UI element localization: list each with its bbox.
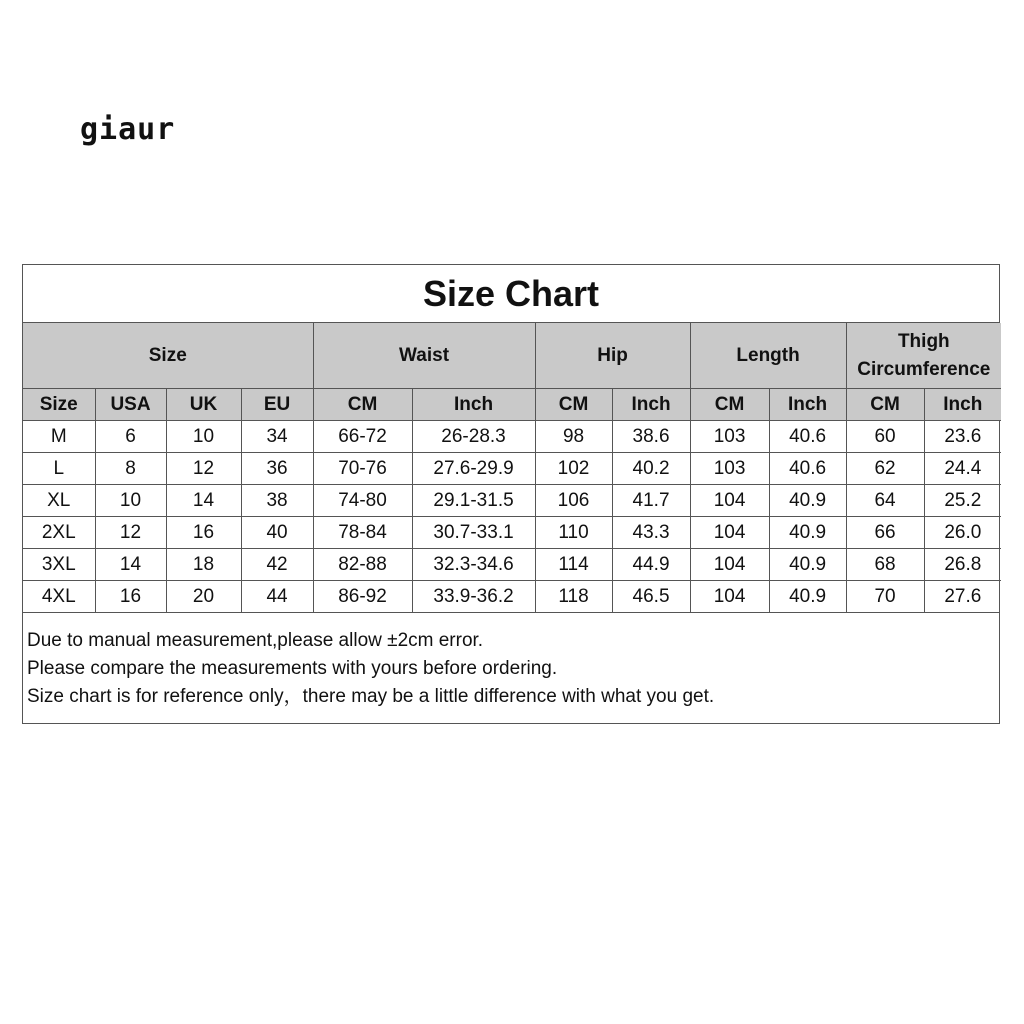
note-line: Please compare the measurements with yours before ordering. xyxy=(27,658,558,679)
table-cell: L xyxy=(23,453,95,485)
table-cell: 38.6 xyxy=(612,421,690,453)
table-cell: 20 xyxy=(166,581,241,613)
table-row xyxy=(23,517,1001,549)
sub-header-cell: CM xyxy=(535,389,612,421)
table-cell: 62 xyxy=(846,453,924,485)
table-cell: 26.0 xyxy=(924,517,1001,549)
table-cell: 114 xyxy=(535,549,612,581)
sub-header-cell: CM xyxy=(690,389,769,421)
table-cell: 44.9 xyxy=(612,549,690,581)
sub-header-cell: USA xyxy=(95,389,166,421)
table-cell: 70-76 xyxy=(313,453,412,485)
note-line: Due to manual measurement,please allow ±2cm error. xyxy=(27,630,484,651)
size-chart xyxy=(22,264,1000,724)
group-header-thigh: Thigh Circumference xyxy=(846,323,1001,389)
table-cell: 25.2 xyxy=(924,485,1001,517)
sub-header-cell: Inch xyxy=(412,389,535,421)
table-cell: 60 xyxy=(846,421,924,453)
table-cell: 68 xyxy=(846,549,924,581)
table-cell: 103 xyxy=(690,421,769,453)
notes xyxy=(23,612,999,723)
table-cell: 38 xyxy=(241,485,313,517)
table-cell: 16 xyxy=(166,517,241,549)
table-cell: 40.6 xyxy=(769,421,846,453)
table-cell: 74-80 xyxy=(313,485,412,517)
table-cell: 110 xyxy=(535,517,612,549)
group-header-waist: Waist xyxy=(313,323,535,389)
sub-header-cell: Inch xyxy=(924,389,1001,421)
table-cell: 64 xyxy=(846,485,924,517)
group-header-row xyxy=(23,323,1001,389)
table-cell: 40.9 xyxy=(769,517,846,549)
table-cell: 78-84 xyxy=(313,517,412,549)
table-body xyxy=(23,421,1001,613)
table-cell: 6 xyxy=(95,421,166,453)
sub-header-cell: CM xyxy=(846,389,924,421)
table-cell: 34 xyxy=(241,421,313,453)
table-cell: 29.1-31.5 xyxy=(412,485,535,517)
table-cell: 30.7-33.1 xyxy=(412,517,535,549)
table-cell: 4XL xyxy=(23,581,95,613)
sub-header-row xyxy=(23,389,1001,421)
sub-header-cell: Inch xyxy=(612,389,690,421)
table-cell: 43.3 xyxy=(612,517,690,549)
table-cell: 46.5 xyxy=(612,581,690,613)
table-cell: 40.9 xyxy=(769,485,846,517)
table-cell: 2XL xyxy=(23,517,95,549)
sub-header-cell: CM xyxy=(313,389,412,421)
table-cell: 36 xyxy=(241,453,313,485)
table-cell: 12 xyxy=(95,517,166,549)
table-cell: 104 xyxy=(690,581,769,613)
table-cell: 10 xyxy=(95,485,166,517)
table-cell: 40.6 xyxy=(769,453,846,485)
table-cell: 40.9 xyxy=(769,581,846,613)
table-cell: 42 xyxy=(241,549,313,581)
table-cell: 3XL xyxy=(23,549,95,581)
table-cell: 18 xyxy=(166,549,241,581)
table-cell: 40 xyxy=(241,517,313,549)
table-cell: 14 xyxy=(166,485,241,517)
table-cell: 8 xyxy=(95,453,166,485)
table-cell: 104 xyxy=(690,485,769,517)
table-cell: 82-88 xyxy=(313,549,412,581)
table-cell: 41.7 xyxy=(612,485,690,517)
table-cell: 40.2 xyxy=(612,453,690,485)
table-cell: 103 xyxy=(690,453,769,485)
table-row xyxy=(23,485,1001,517)
table-row xyxy=(23,549,1001,581)
chart-title: Size Chart xyxy=(23,265,999,323)
table-cell: 32.3-34.6 xyxy=(412,549,535,581)
table-cell: 102 xyxy=(535,453,612,485)
table-cell: 12 xyxy=(166,453,241,485)
group-header-length: Length xyxy=(690,323,846,389)
table-cell: 106 xyxy=(535,485,612,517)
sub-header-cell: UK xyxy=(166,389,241,421)
table-cell: 40.9 xyxy=(769,549,846,581)
table-cell: 44 xyxy=(241,581,313,613)
sub-header-cell: Inch xyxy=(769,389,846,421)
table-cell: 16 xyxy=(95,581,166,613)
size-table xyxy=(23,323,1001,612)
table-row xyxy=(23,581,1001,613)
table-cell: 33.9-36.2 xyxy=(412,581,535,613)
table-cell: 66 xyxy=(846,517,924,549)
table-cell: 10 xyxy=(166,421,241,453)
table-cell: 86-92 xyxy=(313,581,412,613)
sub-header-cell: Size xyxy=(23,389,95,421)
table-cell: 104 xyxy=(690,549,769,581)
table-cell: 23.6 xyxy=(924,421,1001,453)
sub-header-cell: EU xyxy=(241,389,313,421)
table-cell: 118 xyxy=(535,581,612,613)
group-header-hip: Hip xyxy=(535,323,690,389)
table-row xyxy=(23,421,1001,453)
table-cell: 104 xyxy=(690,517,769,549)
table-cell: 98 xyxy=(535,421,612,453)
table-cell: XL xyxy=(23,485,95,517)
table-cell: M xyxy=(23,421,95,453)
table-cell: 27.6 xyxy=(924,581,1001,613)
table-cell: 70 xyxy=(846,581,924,613)
table-cell: 66-72 xyxy=(313,421,412,453)
table-cell: 14 xyxy=(95,549,166,581)
group-header-size: Size xyxy=(23,323,313,389)
note-line: Size chart is for reference only，there may be a little difference with what you get. xyxy=(27,686,715,707)
brand-logo: giaur xyxy=(80,112,176,147)
table-row xyxy=(23,453,1001,485)
table-cell: 24.4 xyxy=(924,453,1001,485)
table-cell: 26.8 xyxy=(924,549,1001,581)
table-cell: 27.6-29.9 xyxy=(412,453,535,485)
table-cell: 26-28.3 xyxy=(412,421,535,453)
